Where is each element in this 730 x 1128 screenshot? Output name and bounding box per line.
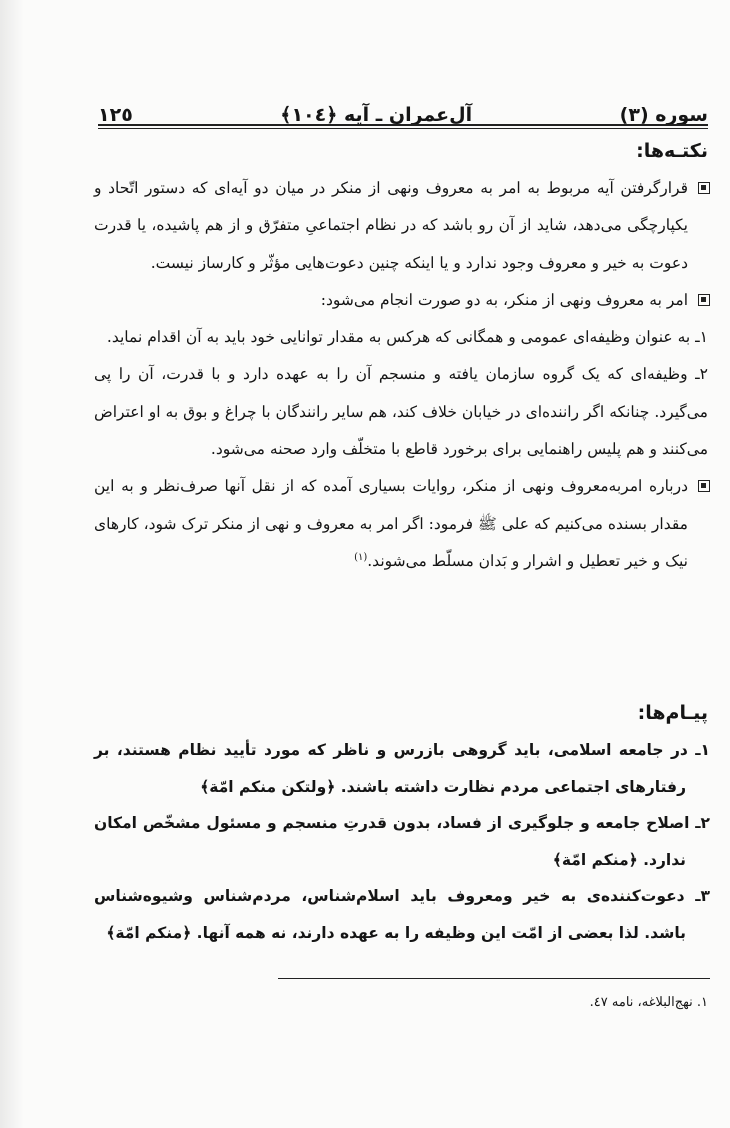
surah-label: سوره (٣) — [619, 104, 708, 126]
square-bullet-icon — [698, 480, 710, 492]
note-paragraph — [94, 170, 710, 282]
square-bullet-icon — [698, 182, 710, 194]
note-numbered-paragraph — [94, 356, 710, 468]
verse-label: آل‌عمران ـ آیه ﴿١٠٤﴾ — [280, 104, 473, 126]
running-header — [98, 88, 708, 126]
message-item: ۲ـ اصلاح جامعه و جلوگیری از فساد، بدون قدرتِ منسجم و مسئول مشخّص امکان ندارد. ﴿منکم امّة﴾ — [94, 814, 710, 869]
note-text: ۱ـ به عنوان وظیفه‌ای عمومی و همگانی که هرکس به مقدار توانایی خود باید به آن اقدام نماید. — [106, 328, 708, 347]
footnote-reference: (۱) — [354, 551, 368, 563]
note-paragraph — [94, 468, 710, 580]
header-rule — [98, 124, 708, 126]
message-item: ۱ـ در جامعه اسلامی، باید گروهی بازرس و ناظر که مورد تأیید نظام هستند، بر رفتارهای اجتماعی مردم نظارت داشته باشند. ﴿ولتکن منکم امّة﴾ — [94, 741, 710, 796]
header-rule-thin — [98, 128, 708, 129]
messages-section — [94, 732, 710, 951]
note-text: درباره امربه‌معروف ونهی از منکر، روایات بسیاری آمده که از نقل آنها صرف‌نظر و به این مقدار بسنده می‌کنیم که علی ﷺ فرمود: اگر امر به معروف و نهی از منکر ترک شود، کارهای نیک و خیر تعطیل و اشرار و بَدان مسلّط می‌شوند. — [94, 477, 688, 570]
note-text: ۲ـ وظیفه‌ای که یک گروه سازمان یافته و منسجم آن را به عهده دارد و با قدرت، آن را پی می‌گیرد. چنانکه اگر راننده‌ای در خیابان خلاف کند، هم سایر رانندگان با چراغ و بوق به او اعتراض می‌کنند و هم پلیس راهنمایی برای برخورد قاطع با متخلّف وارد صحنه می‌شود. — [94, 365, 708, 459]
note-numbered-paragraph — [94, 319, 710, 356]
square-bullet-icon — [698, 294, 710, 306]
messages-heading: پیـام‌ها: — [637, 702, 708, 724]
page-number: ١٢٥ — [98, 104, 133, 126]
note-text: امر به معروف ونهی از منکر، به دو صورت انجام می‌شود: — [320, 290, 688, 309]
note-text: قرارگرفتن آیه مربوط به امر به معروف ونهی از منکر در میان دو آیه‌ای که دستور اتّحاد و یکپارچگی می‌دهد، شاید از آن رو باشد که در نظام اجتماعیِ متفرّق و از هم پاشیده، یا قدرت دعوت به خیر و معروف وجود ندارد و یا اینکه چنین دعوت‌هایی مؤثّر و کارساز نیست. — [94, 179, 688, 272]
footnote-divider — [278, 978, 710, 979]
message-item: ۳ـ دعوت‌کننده‌ی به خیر ومعروف باید اسلام‌شناس، مردم‌شناس وشیوه‌شناس باشد. لذا بعضی از امّت این وظیفه را به عهده دارند، نه همه آنها. ﴿منکم امّة﴾ — [94, 887, 710, 942]
page-edge-shadow — [0, 0, 24, 1128]
footnote-text: ۱. نهج‌البلاغه، نامه ٤٧. — [589, 995, 708, 1010]
note-paragraph — [94, 282, 710, 319]
notes-section — [94, 170, 710, 580]
notes-heading: نکتـه‌ها: — [636, 140, 708, 162]
